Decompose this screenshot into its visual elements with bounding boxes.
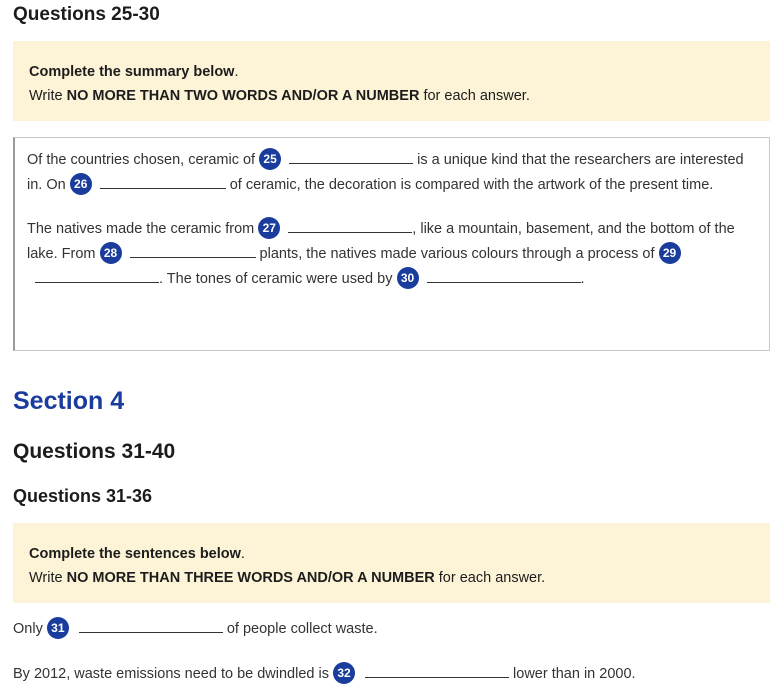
questions-25-30-heading: Questions 25-30 [13, 4, 160, 25]
sentence-text: of people collect waste. [222, 621, 378, 637]
instruction-title: Complete the sentences below [29, 546, 241, 562]
instruction-limit: NO MORE THAN TWO WORDS AND/OR A NUMBER [66, 88, 420, 104]
summary-paragraph-2 [27, 217, 757, 292]
section-4-title: Section 4 [13, 387, 125, 415]
answer-blank-30[interactable] [427, 267, 581, 283]
instruction-title-end: . [234, 64, 239, 80]
summary-text: , like a mountain, basement, and the bottom of the lake. From [27, 221, 735, 262]
question-number-30: 30 [397, 267, 419, 289]
instruction-title: Complete the summary below [29, 64, 235, 80]
answer-blank-28[interactable] [130, 242, 256, 258]
question-number-26: 26 [70, 173, 92, 195]
answer-blank-25[interactable] [289, 148, 413, 164]
instruction-suffix: for each answer. [434, 570, 546, 586]
question-number-32: 32 [333, 662, 355, 684]
instruction-write: Write [29, 570, 67, 586]
question-32-sentence [13, 662, 636, 687]
answer-blank-31[interactable] [79, 617, 223, 633]
sentence-text: Only [13, 621, 47, 637]
question-number-27: 27 [258, 217, 280, 239]
summary-text: . The tones of ceramic were used by [159, 271, 397, 287]
summary-text: plants, the natives made various colours through a process of [255, 246, 659, 262]
instruction-write: Write [29, 88, 67, 104]
summary-paragraph-1 [27, 148, 757, 198]
summary-text: . [580, 271, 585, 287]
questions-31-36-heading: Questions 31-36 [13, 486, 153, 506]
summary-text: Of the countries chosen, ceramic of [27, 152, 260, 168]
summary-text: is a unique kind that the researchers are interested in. On [27, 152, 744, 193]
instruction-box-25-30 [13, 41, 770, 121]
sentence-text: lower than in 2000. [509, 666, 636, 682]
question-number-28: 28 [100, 242, 122, 264]
answer-blank-27[interactable] [288, 217, 412, 233]
question-31-sentence [13, 617, 378, 642]
instruction-box-31-36 [13, 523, 770, 603]
answer-blank-26[interactable] [100, 173, 226, 189]
summary-text: The natives made the ceramic from [27, 221, 259, 237]
question-number-25: 25 [259, 148, 281, 170]
summary-box [13, 137, 770, 351]
sentence-text: By 2012, waste emissions need to be dwindled is [13, 666, 333, 682]
summary-text: of ceramic, the decoration is compared with the artwork of the present time. [225, 177, 714, 193]
instruction-suffix: for each answer. [419, 88, 530, 104]
answer-blank-29[interactable] [35, 267, 159, 283]
questions-31-40-heading: Questions 31-40 [13, 440, 176, 463]
question-number-29: 29 [659, 242, 681, 264]
answer-blank-32[interactable] [365, 662, 509, 678]
instruction-limit: NO MORE THAN THREE WORDS AND/OR A NUMBER [66, 570, 435, 586]
instruction-title-end: . [240, 546, 245, 562]
question-number-31: 31 [47, 617, 69, 639]
